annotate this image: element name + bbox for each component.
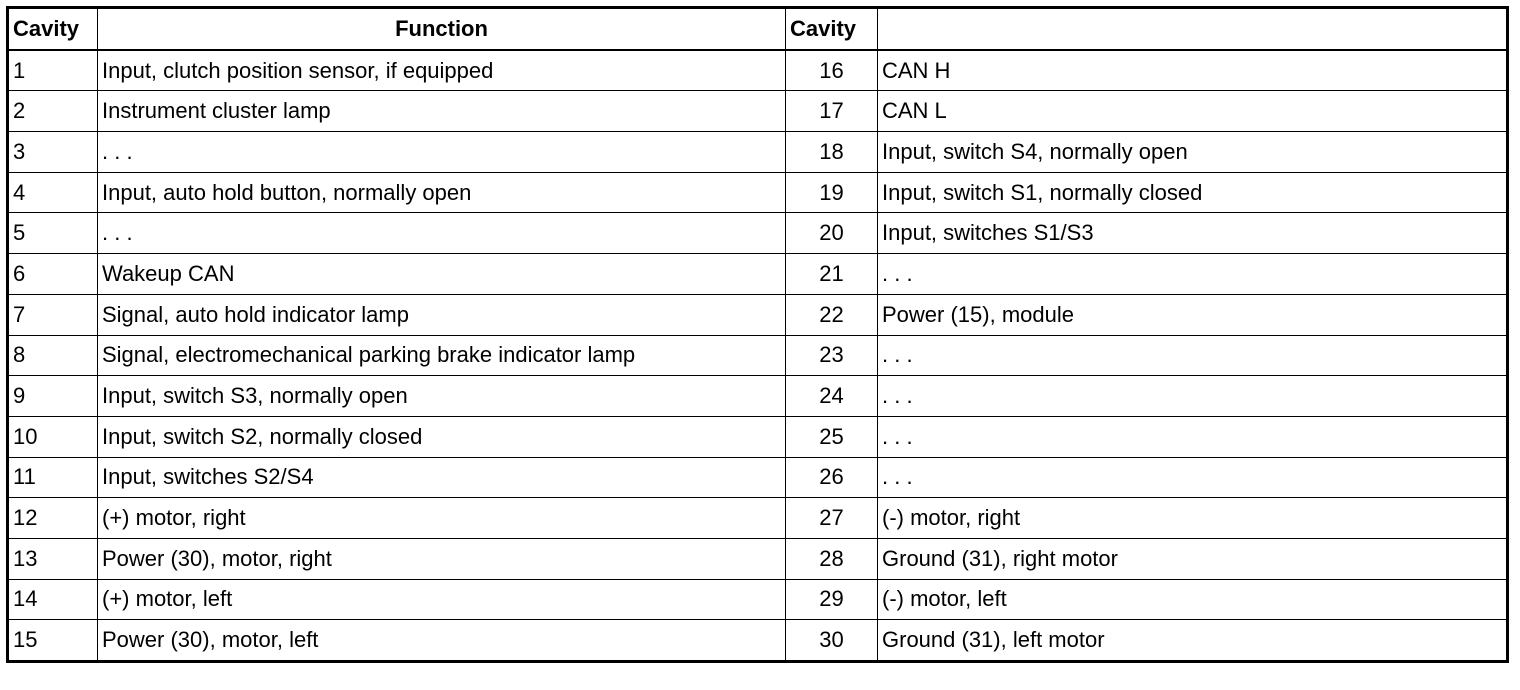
table-row bbox=[8, 457, 1508, 498]
header-cavity-right: Cavity bbox=[786, 8, 878, 50]
header-function: Function bbox=[98, 8, 786, 50]
header-cavity-left: Cavity bbox=[8, 8, 98, 50]
cavity-left-cell: 7 bbox=[8, 294, 98, 335]
function-right-cell: . . . bbox=[878, 335, 1508, 376]
function-right-cell: Ground (31), left motor bbox=[878, 620, 1508, 662]
function-left-cell: Signal, auto hold indicator lamp bbox=[98, 294, 786, 335]
function-left-cell: Power (30), motor, left bbox=[98, 620, 786, 662]
cavity-left-cell: 3 bbox=[8, 132, 98, 173]
cavity-right-cell: 30 bbox=[786, 620, 878, 662]
function-left-cell: Input, switch S3, normally open bbox=[98, 376, 786, 417]
table-row bbox=[8, 254, 1508, 295]
function-left-cell: . . . bbox=[98, 132, 786, 173]
cavity-right-cell: 21 bbox=[786, 254, 878, 295]
function-right-cell: CAN H bbox=[878, 50, 1508, 91]
cavity-left-cell: 5 bbox=[8, 213, 98, 254]
function-left-cell: Instrument cluster lamp bbox=[98, 91, 786, 132]
cavity-right-cell: 27 bbox=[786, 498, 878, 539]
function-right-cell: Input, switch S1, normally closed bbox=[878, 172, 1508, 213]
cavity-right-cell: 24 bbox=[786, 376, 878, 417]
function-left-cell: Input, auto hold button, normally open bbox=[98, 172, 786, 213]
cavity-right-cell: 26 bbox=[786, 457, 878, 498]
function-right-cell: (-) motor, left bbox=[878, 579, 1508, 620]
function-left-cell: Input, switches S2/S4 bbox=[98, 457, 786, 498]
function-left-cell: Input, switch S2, normally closed bbox=[98, 416, 786, 457]
table-row bbox=[8, 91, 1508, 132]
function-right-cell: . . . bbox=[878, 416, 1508, 457]
function-right-cell: (-) motor, right bbox=[878, 498, 1508, 539]
table-row bbox=[8, 538, 1508, 579]
table-row bbox=[8, 620, 1508, 662]
function-left-cell: Signal, electromechanical parking brake indicator lamp bbox=[98, 335, 786, 376]
function-left-cell: Power (30), motor, right bbox=[98, 538, 786, 579]
table-row bbox=[8, 416, 1508, 457]
cavity-right-cell: 20 bbox=[786, 213, 878, 254]
function-right-cell: Ground (31), right motor bbox=[878, 538, 1508, 579]
function-right-cell: . . . bbox=[878, 457, 1508, 498]
cavity-right-cell: 22 bbox=[786, 294, 878, 335]
cavity-left-cell: 10 bbox=[8, 416, 98, 457]
table-row bbox=[8, 294, 1508, 335]
cavity-right-cell: 23 bbox=[786, 335, 878, 376]
cavity-left-cell: 6 bbox=[8, 254, 98, 295]
header-function-right bbox=[878, 8, 1508, 50]
cavity-right-cell: 17 bbox=[786, 91, 878, 132]
cavity-left-cell: 15 bbox=[8, 620, 98, 662]
cavity-right-cell: 16 bbox=[786, 50, 878, 91]
cavity-left-cell: 12 bbox=[8, 498, 98, 539]
table-row bbox=[8, 50, 1508, 91]
cavity-right-cell: 25 bbox=[786, 416, 878, 457]
function-left-cell: . . . bbox=[98, 213, 786, 254]
cavity-left-cell: 2 bbox=[8, 91, 98, 132]
function-right-cell: . . . bbox=[878, 376, 1508, 417]
table-row bbox=[8, 335, 1508, 376]
table-row bbox=[8, 213, 1508, 254]
connector-pinout-table bbox=[6, 6, 1509, 663]
function-left-cell: (+) motor, left bbox=[98, 579, 786, 620]
function-left-cell: (+) motor, right bbox=[98, 498, 786, 539]
function-right-cell: Power (15), module bbox=[878, 294, 1508, 335]
function-right-cell: Input, switch S4, normally open bbox=[878, 132, 1508, 173]
table-body bbox=[8, 50, 1508, 662]
cavity-right-cell: 28 bbox=[786, 538, 878, 579]
table-row bbox=[8, 579, 1508, 620]
cavity-right-cell: 19 bbox=[786, 172, 878, 213]
cavity-left-cell: 1 bbox=[8, 50, 98, 91]
function-right-cell: CAN L bbox=[878, 91, 1508, 132]
cavity-right-cell: 18 bbox=[786, 132, 878, 173]
function-right-cell: . . . bbox=[878, 254, 1508, 295]
table-header-row bbox=[8, 8, 1508, 50]
table-row bbox=[8, 376, 1508, 417]
cavity-left-cell: 8 bbox=[8, 335, 98, 376]
function-left-cell: Wakeup CAN bbox=[98, 254, 786, 295]
function-right-cell: Input, switches S1/S3 bbox=[878, 213, 1508, 254]
table-row bbox=[8, 498, 1508, 539]
table-row bbox=[8, 132, 1508, 173]
cavity-left-cell: 9 bbox=[8, 376, 98, 417]
table-row bbox=[8, 172, 1508, 213]
cavity-left-cell: 13 bbox=[8, 538, 98, 579]
cavity-left-cell: 14 bbox=[8, 579, 98, 620]
cavity-left-cell: 11 bbox=[8, 457, 98, 498]
cavity-left-cell: 4 bbox=[8, 172, 98, 213]
function-left-cell: Input, clutch position sensor, if equipped bbox=[98, 50, 786, 91]
cavity-right-cell: 29 bbox=[786, 579, 878, 620]
